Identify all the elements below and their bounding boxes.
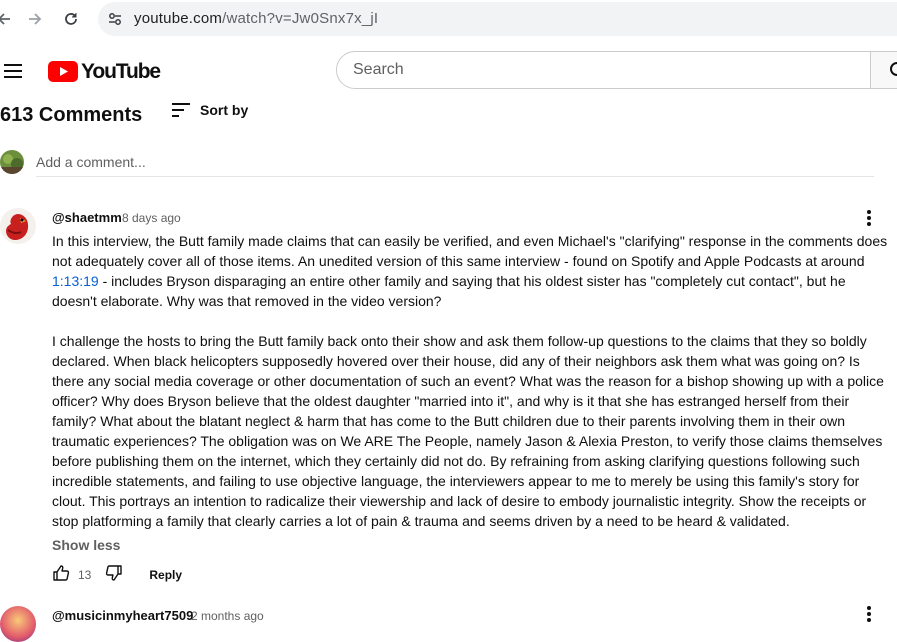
comment-text-segment: - includes Bryson disparaging an entire other family and saying that his oldest sister has "completely cut contact", but he doesn't elaborate. Why was that removed in the video version? [52,273,846,309]
comment-avatar[interactable] [0,208,36,244]
show-less-button[interactable]: Show less [52,537,121,553]
browser-toolbar [0,0,897,39]
more-actions-icon[interactable] [860,208,878,228]
comment-time[interactable]: 2 months ago [191,609,264,623]
comments-header [0,101,142,129]
search-button[interactable] [871,51,897,89]
comment-paragraph [52,231,892,311]
site-settings-icon[interactable] [106,10,124,28]
comment-time[interactable]: 8 days ago [122,211,181,225]
timestamp-link[interactable]: 1:13:19 [52,273,99,289]
youtube-logo[interactable] [48,61,160,82]
sort-label: Sort by [200,102,249,118]
search-icon [889,61,897,81]
reload-icon[interactable] [59,7,83,31]
like-count: 13 [78,568,92,582]
comment-paragraph: I challenge the hosts to bring the Butt family back onto their show and ask them follow-up questions to the claims that they so boldly declared. When black helicopters supposedly hovered over their house, did any of their neighbors ask them what was going on? Is there any social media coverage or other documentation of such an event? What was the reason for a bishop showing up with a police officer? Why does Bryson believe that the oldest daughter "married into it", and why is it that she has estranged herself from their family? What about the blatant neglect & harm that has come to the Butt children due to their parents involving them in their own traumatic experiences? The obligation was on We ARE The People, namely Jason & Alexia Preston, to verify those claims themselves before publishing them on the internet, which they certainly did not do. By refraining from asking clarifying questions following such incredible statements, and failing to use objective language, the interviewers appear to me to merely be using this family's story for clout. This portrays an intention to radicalize their viewership and lack of desire to embody journalistic integrity. Show the receipts or stop platforming a family that clearly carries a lot of pain & trauma and seems driven by a need to be heard & validated. [52,333,884,529]
forward-icon[interactable] [23,7,47,31]
sort-icon [170,100,192,120]
url-text [134,10,378,28]
search-box [336,51,871,89]
comment-avatar[interactable] [0,606,36,642]
youtube-play-icon [48,61,78,82]
add-comment-input[interactable]: Add a comment... [36,154,874,177]
search-input[interactable] [353,61,833,79]
comment-text [52,231,892,531]
comment-text-segment: In this interview, the Butt family made claims that can easily be verified, and even Michael's "clarifying" response in the comments does not adequately cover all of those items. An unedited version of this same interview - found on Spotify and Apple Podcasts at around [52,233,888,269]
url-path: /watch?v=Jw0Snx7x_jI [222,10,379,27]
like-icon[interactable] [52,564,70,587]
user-avatar [0,150,24,174]
reply-button[interactable]: Reply [149,568,183,582]
url-host: youtube.com [134,10,223,27]
comment-author[interactable]: @musicinmyheart7509 [52,608,194,623]
back-icon[interactable] [0,7,16,31]
comment-author[interactable]: @shaetmm [52,210,122,225]
address-bar[interactable] [98,2,897,36]
more-actions-icon[interactable] [860,604,878,624]
yt-masthead [0,38,897,104]
sort-by-button[interactable] [170,100,248,120]
dislike-icon[interactable] [105,564,123,587]
comment-count: 613 Comments [0,103,143,126]
logo-text: YouTube [81,59,161,83]
menu-icon[interactable] [2,60,24,82]
comment-actions [52,565,182,585]
